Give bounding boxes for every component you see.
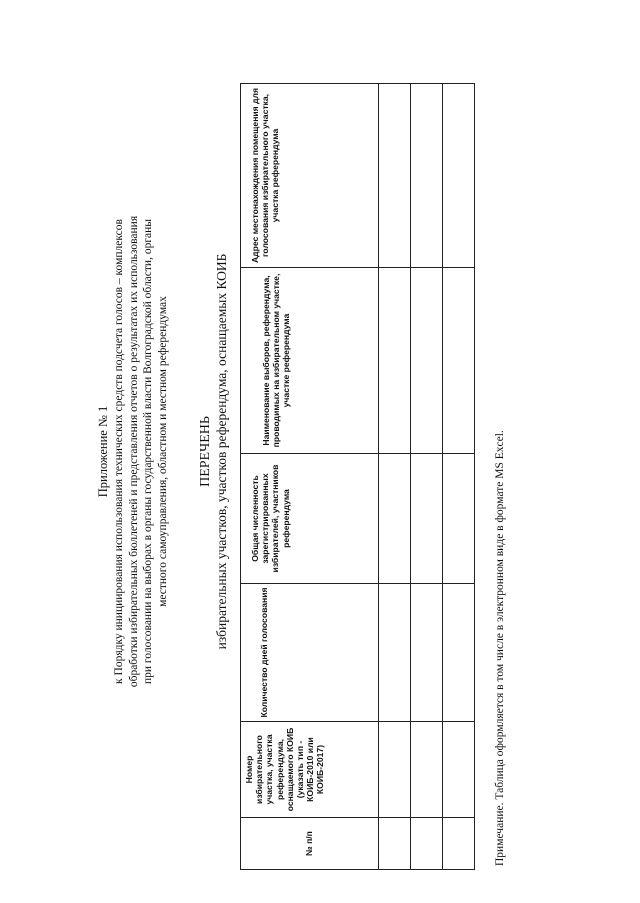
appendix-subtitle-line: к Порядку инициирования использования технических средств подсчета голосов – комплексов xyxy=(113,219,125,684)
table-cell xyxy=(411,454,443,584)
table-cell xyxy=(411,722,443,818)
table-row xyxy=(379,84,411,870)
table-cell xyxy=(411,268,443,454)
list-title: ПЕРЕЧЕНЬ xyxy=(198,416,213,487)
column-header-election-name: Наименование выборов, референдума, проводимых на избирательном участке, участке референдума xyxy=(241,268,379,454)
table-cell xyxy=(443,584,475,722)
table-cell xyxy=(379,722,411,818)
table-cell xyxy=(379,268,411,454)
appendix-subtitle-line: обработки избирательных бюллетеней и представления отчетов о результатах их использования xyxy=(127,215,140,688)
polling-stations-table xyxy=(240,83,475,870)
appendix-title: Приложение № 1 xyxy=(96,405,110,498)
column-header-station-number: Номер избирательного участка, участка референдума, оснащаемого КОИБ (указать тип - КОИБ-2010 или КОИБ-2017) xyxy=(241,722,379,818)
column-header-address: Адрес местонахождения помещения для голосования избирательного участка, участка референдума xyxy=(241,84,379,268)
table-cell xyxy=(379,454,411,584)
list-subtitle: избирательных участков, участков референдума, оснащаемых КОИБ xyxy=(214,253,229,650)
table-cell xyxy=(411,818,443,870)
appendix-subtitle-line: местного самоуправления, областном и местном референдумах xyxy=(156,296,169,607)
table-cell xyxy=(443,722,475,818)
table-cell xyxy=(443,268,475,454)
table-cell xyxy=(411,84,443,268)
appendix-subtitle xyxy=(112,0,170,903)
table-cell xyxy=(379,584,411,722)
column-header-registered-voters: Общая численность зарегистрированных избирателей, участников референдума xyxy=(241,454,379,584)
table-row xyxy=(411,84,443,870)
table-cell xyxy=(443,818,475,870)
appendix-subtitle-line: при голосовании на выборах в органы государственной власти Волгоградской области, органы xyxy=(142,218,155,685)
table-cell xyxy=(379,818,411,870)
table-header-row xyxy=(241,84,379,870)
table-cell xyxy=(443,84,475,268)
table-row xyxy=(443,84,475,870)
table-cell xyxy=(411,584,443,722)
table-note: Примечание. Таблица оформляется в том числе в электронном виде в формате MS Excel. xyxy=(494,430,506,866)
column-header-voting-days: Количество дней голосования xyxy=(241,584,379,722)
table-cell xyxy=(443,454,475,584)
column-header-number: № п/п xyxy=(241,818,379,870)
table-cell xyxy=(379,84,411,268)
